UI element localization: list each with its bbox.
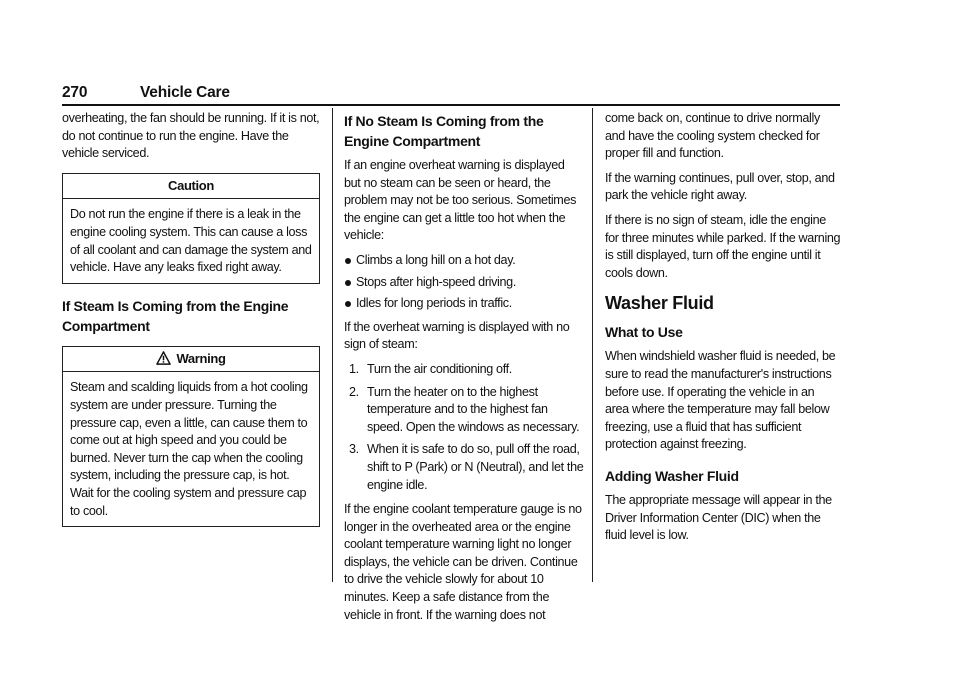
step-number: 1. [349,361,359,376]
page-number: 270 [62,84,88,101]
warning-title: Warning [176,350,226,366]
list-item: Idles for long periods in traffic. [344,295,584,313]
column-divider [332,108,333,582]
caution-box [62,173,320,284]
warning-icon [156,351,171,365]
step-text: Turn the air conditioning off. [367,361,512,376]
no-steam-idle-paragraph: If there is no sign of steam, idle the engine for three minutes while parked. If the warning is still displayed, turn off the engine until it cools down. [605,212,841,280]
step-list [344,361,584,494]
caution-title: Caution [63,174,319,200]
column-3 [605,110,841,552]
list-item: Stops after high-speed driving. [344,274,584,292]
what-to-use-text: When windshield washer fluid is needed, be sure to read the manufacturer's instructions before use. If operating the vehicle in an area where the temperature may fall below freezing, use a fluid that has sufficient protection against freezing. [605,349,836,452]
adding-washer-fluid-heading: Adding Washer Fluid [605,467,739,484]
steps-intro: If the overheat warning is displayed with no sign of steam: [344,319,570,352]
continued-paragraph: come back on, continue to drive normally and have the cooling system checked for proper fill and function. [605,111,820,161]
page-header [62,84,840,104]
section-title: Vehicle Care [140,84,230,101]
no-steam-intro: If an engine overheat warning is displayed but no steam can be seen or heard, the problem may not be too serious. Sometimes the engine can get a little too hot when the vehicle: [344,158,577,243]
washer-fluid-heading: Washer Fluid [605,293,714,314]
warning-text: Steam and scalding liquids from a hot cooling system are under pressure. Turning the pressure cap, even a little, can cause them to come out at high speed and you could be burned. Never turn the cap when the cooling system, including the pressure cap, is hot. Wait for the cooling system and pressure cap to cool. [70,380,308,518]
warning-continues-paragraph: If the warning continues, pull over, stop, and park the vehicle right away. [605,170,835,203]
column-divider [592,108,593,582]
step-text: When it is safe to do so, pull off the road, shift to P (Park) or N (Neutral), and let the engine idle. [367,442,584,492]
step-text: Turn the heater on to the highest temperature and to the highest fan speed. Open the windows as necessary. [367,384,580,434]
step-item [344,361,584,379]
steam-heading: If Steam Is Coming from the Engine Compartment [62,297,289,334]
intro-paragraph: overheating, the fan should be running. If it is not, do not continue to run the engine. Have the vehicle serviced. [62,111,320,161]
column-2 [344,110,584,631]
warning-header [63,347,319,373]
step-number: 2. [349,384,359,399]
step-item [344,441,584,494]
closing-paragraph: If the engine coolant temperature gauge is no longer in the overheated area or the engine coolant temperature warning light no longer displays, the vehicle can be driven. Continue to drive the vehicle slowly for about 10 minutes. Keep a safe distance from the vehicle in front. If the warning does not [344,502,582,622]
step-item [344,384,584,437]
warning-box [62,346,320,527]
what-to-use-heading: What to Use [605,324,683,341]
step-number: 3. [349,442,359,457]
header-divider [62,104,840,106]
column-1 [62,110,320,539]
caution-text: Do not run the engine if there is a leak in the engine cooling system. This can cause a loss of all coolant and can damage the system and vehicle. Have any leaks fixed right away. [70,207,312,275]
adding-washer-fluid-text: The appropriate message will appear in the Driver Information Center (DIC) when the fluid level is low. [605,492,832,543]
bullet-list [344,252,584,313]
no-steam-heading: If No Steam Is Coming from the Engine Compartment [344,113,544,149]
list-item: Climbs a long hill on a hot day. [344,252,584,270]
